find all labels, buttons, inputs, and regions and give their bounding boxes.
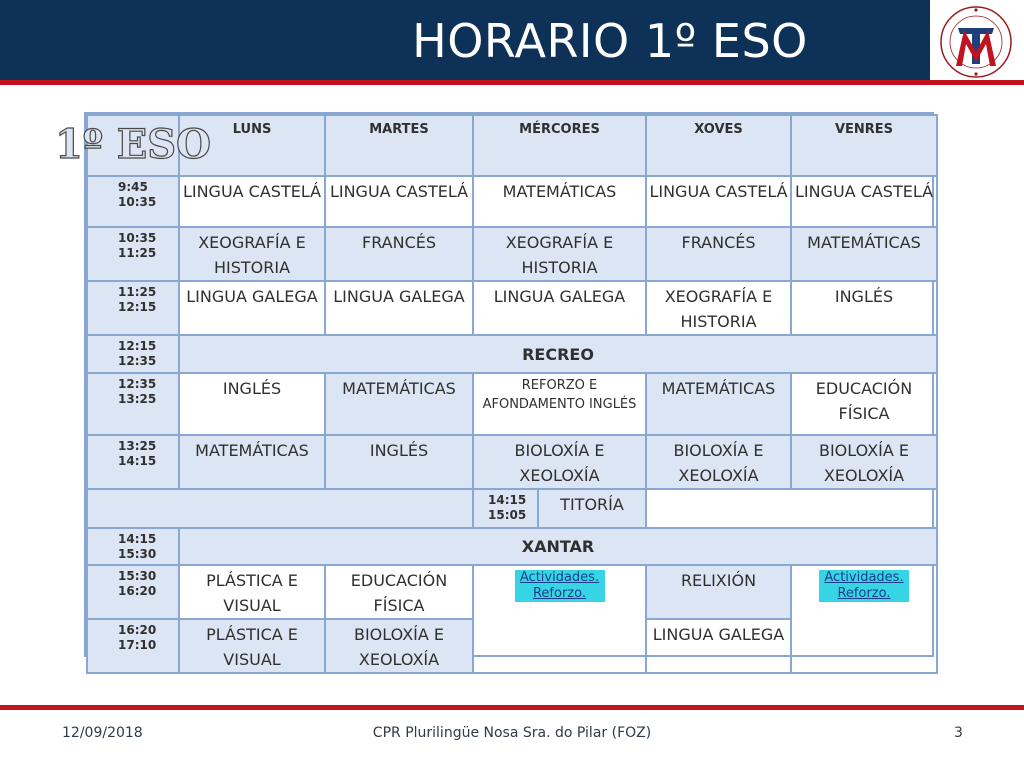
table-row <box>87 528 937 565</box>
time-cell: 9:45 10:35 <box>87 176 179 227</box>
time-cell: 12:35 13:25 <box>87 373 179 435</box>
titoria-cell: TITORÍA <box>538 489 646 528</box>
eso-label <box>55 116 211 171</box>
footer-date: 12/09/2018 <box>62 725 143 741</box>
subject-cell: XEOGRAFÍA E HISTORIA <box>646 281 791 335</box>
page-number: 3 <box>954 725 963 741</box>
subject-cell: REFORZO E AFONDAMENTO INGLÉS <box>473 373 646 435</box>
day-header-xoves: XOVES <box>646 115 791 176</box>
subject-cell: FRANCÉS <box>325 227 473 281</box>
header-red-line <box>0 80 1024 85</box>
subject-cell: PLÁSTICA E VISUAL <box>179 565 325 619</box>
subject-cell: LINGUA GALEGA <box>325 281 473 335</box>
recreo-band: RECREO <box>179 335 937 373</box>
subject-cell: BIOLOXÍA E XEOLOXÍA <box>473 435 646 489</box>
time-cell: 10:35 11:25 <box>87 227 179 281</box>
day-header-luns: LUNS <box>179 115 325 176</box>
table-row <box>87 281 937 335</box>
subject-cell: BIOLOXÍA E XEOLOXÍA <box>791 435 937 489</box>
corner-cell <box>55 115 211 176</box>
subject-cell: MATEMÁTICAS <box>791 227 937 281</box>
subject-cell: FRANCÉS <box>646 227 791 281</box>
subject-cell: LINGUA CASTELÁ <box>179 176 325 227</box>
slide-header <box>0 0 1024 80</box>
subject-cell: EDUCACIÓN FÍSICA <box>791 373 937 435</box>
subject-cell: BIOLOXÍA E XEOLOXÍA <box>646 435 791 489</box>
subject-cell: BIOLOXÍA E XEOLOXÍA <box>325 619 473 673</box>
time-cell: 14:15 15:05 <box>473 489 538 528</box>
subject-cell: EDUCACIÓN FÍSICA <box>325 565 473 619</box>
subject-cell: MATEMÁTICAS <box>646 373 791 435</box>
subject-cell: RELIXIÓN <box>646 565 791 619</box>
footer-school: CPR Plurilingüe Nosa Sra. do Pilar (FOZ) <box>372 725 652 741</box>
subject-cell: LINGUA CASTELÁ <box>325 176 473 227</box>
table-row <box>87 227 937 281</box>
time-cell: 12:15 12:35 <box>87 335 179 373</box>
time-cell: 11:25 12:15 <box>87 281 179 335</box>
subject-cell: MATEMÁTICAS <box>179 435 325 489</box>
xantar-band: XANTAR <box>179 528 937 565</box>
day-header-martes: MARTES <box>325 115 473 176</box>
subject-cell: PLÁSTICA E VISUAL <box>179 619 325 673</box>
subject-cell: LINGUA CASTELÁ <box>646 176 791 227</box>
table-row <box>87 373 937 435</box>
subject-cell: INGLÉS <box>325 435 473 489</box>
day-header-mercores: MÉRCORES <box>473 115 646 176</box>
activities-highlight: Actividades. Reforzo. <box>515 570 605 602</box>
subject-cell: XEOGRAFÍA E HISTORIA <box>179 227 325 281</box>
empty-cell <box>87 489 473 528</box>
slide-title: HORARIO 1º ESO <box>412 14 808 68</box>
subject-cell: MATEMÁTICAS <box>325 373 473 435</box>
subject-cell: LINGUA GALEGA <box>473 281 646 335</box>
activities-cell <box>791 565 937 673</box>
subject-cell: LINGUA CASTELÁ <box>791 176 937 227</box>
time-cell: 15:30 16:20 <box>87 565 179 619</box>
footer-red-line <box>0 705 1024 710</box>
eso-label-text: 1º ESO <box>55 121 211 168</box>
subject-cell: INGLÉS <box>791 281 937 335</box>
time-cell: 14:15 15:30 <box>87 528 179 565</box>
table-row <box>87 435 937 489</box>
day-header-venres: VENRES <box>791 115 937 176</box>
subject-cell: MATEMÁTICAS <box>473 176 646 227</box>
time-cell: 16:20 17:10 <box>87 619 179 673</box>
table-row <box>87 489 937 528</box>
table-row <box>87 565 937 619</box>
activities-cell <box>473 565 646 673</box>
subject-cell: INGLÉS <box>179 373 325 435</box>
subject-cell: LINGUA GALEGA <box>646 619 791 673</box>
subject-cell: LINGUA GALEGA <box>179 281 325 335</box>
table-row <box>87 176 937 227</box>
activities-highlight: Actividades. Reforzo. <box>819 570 909 602</box>
time-cell: 13:25 14:15 <box>87 435 179 489</box>
school-logo <box>934 4 1018 80</box>
timetable <box>55 112 934 669</box>
empty-cell <box>646 489 937 528</box>
table-row <box>87 335 937 373</box>
subject-cell: XEOGRAFÍA E HISTORIA <box>473 227 646 281</box>
